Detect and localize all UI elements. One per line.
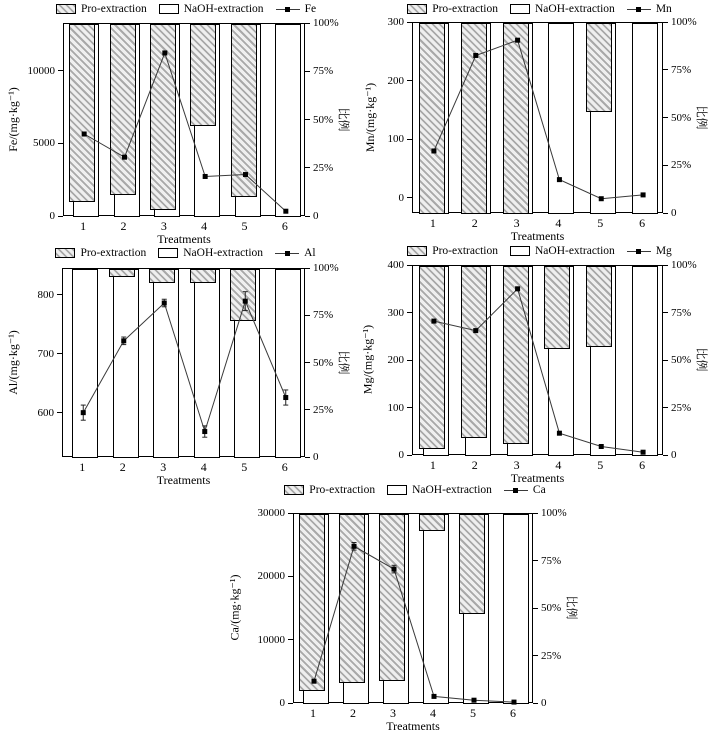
y-tick [407,360,412,361]
y-tick-label: 5000 [33,137,55,150]
x-axis-label: Treatments [156,473,211,487]
y-tick [288,576,293,577]
ratio-point-2 [473,328,478,333]
right-tick-label: 0 [671,449,677,461]
x-tick-label-4: 4 [555,458,562,472]
plot-area-mg [412,265,663,455]
ratio-point-1 [431,148,436,153]
pro-extraction-swatch-icon [407,4,427,14]
legend-item-pro-extraction [55,247,146,259]
right-tick-label: 75% [541,554,562,567]
ratio-line-marker-icon [275,249,299,258]
y-tick [58,143,63,144]
right-axis-label: 比例 [694,104,709,129]
ratio-point-5 [599,196,604,201]
y-tick [407,22,412,23]
ratio-point-5 [243,172,248,177]
x-tick-label-6: 6 [639,216,646,230]
legend-label-element: Mn [655,3,672,15]
ratio-polyline [83,301,285,431]
ratio-point-4 [557,431,562,436]
ratio-line-al [63,269,306,458]
pro-extraction-swatch-icon [407,246,427,256]
right-tick-label: 25% [541,649,562,662]
ratio-point-3 [392,567,397,572]
pro-extraction-swatch-icon [284,485,304,495]
x-tick-label-1: 1 [429,458,436,472]
right-tick-label: 25% [671,159,692,172]
x-tick-label-3: 3 [390,706,396,720]
legend-label-naoh-extraction: NaOH-extraction [183,3,264,15]
y-tick-label: 0 [49,210,55,222]
right-axis-label: 比例 [336,106,351,131]
pro-extraction-swatch-icon [56,4,76,14]
ratio-line-ca [294,514,534,704]
x-axis-label: Treatments [510,471,565,485]
x-tick-label-1: 1 [310,706,316,720]
x-tick-label-5: 5 [241,460,248,474]
right-tick-label: 100% [671,259,697,271]
y-tick [407,80,412,81]
legend-fe [43,3,329,15]
y-tick-label: 400 [387,259,404,271]
legend-item-pro-extraction [56,3,147,15]
x-tick-label-6: 6 [639,458,646,472]
legend-item-naoh-extraction [159,3,264,15]
ratio-point-3 [515,286,520,291]
legend-item-naoh-extraction [510,245,615,257]
chart-mn [352,0,709,243]
ratio-point-5 [472,698,477,703]
legend-label-naoh-extraction: NaOH-extraction [183,247,264,259]
x-tick-label-2: 2 [471,458,478,472]
y-axis-label: Ca/(mg·kg⁻¹) [227,574,242,641]
legend-item-pro-extraction [407,245,498,257]
legend-item-pro-extraction [407,3,498,15]
y-tick-label: 800 [37,288,54,301]
y-tick-label: 700 [37,347,54,360]
plot-area-mn [412,22,663,213]
plot-area-al [62,268,305,457]
x-tick-label-2: 2 [119,460,126,474]
y-tick [407,312,412,313]
y-tick [407,139,412,140]
ratio-point-1 [81,410,86,415]
x-tick-label-4: 4 [430,706,436,720]
legend-item-ratio-line [275,247,316,259]
legend-al [42,247,329,259]
ratio-polyline [434,40,643,199]
ratio-point-1 [312,679,317,684]
right-tick-label: 75% [313,65,334,78]
ratio-line-marker-icon [276,5,300,14]
x-tick-label-3: 3 [160,219,167,233]
legend-label-naoh-extraction: NaOH-extraction [534,3,615,15]
y-tick-label: 10000 [257,633,285,646]
legend-mn [392,3,687,15]
y-axis-label: Mg/(mg·kg⁻¹) [360,324,375,395]
legend-item-ratio-line [276,3,317,15]
legend-mg [392,245,687,257]
ratio-point-3 [515,38,520,43]
ratio-point-2 [473,53,478,58]
right-tick-label: 50% [313,356,334,369]
legend-ca [273,484,557,496]
y-tick [288,703,293,704]
y-tick-label: 300 [387,16,404,28]
plot-area-fe [63,23,305,216]
legend-item-ratio-line [504,484,546,496]
legend-item-naoh-extraction [387,484,492,496]
x-tick-label-2: 2 [350,706,356,720]
ratio-polyline [434,289,643,452]
right-tick-label: 100% [671,16,697,28]
right-tick-label: 0 [313,210,319,222]
x-tick-label-5: 5 [470,706,476,720]
ratio-point-1 [431,319,436,324]
y-tick-label: 30000 [257,507,285,519]
naoh-extraction-swatch-icon [159,4,179,14]
legend-item-naoh-extraction [510,3,615,15]
legend-label-pro-extraction: Pro-extraction [80,247,147,259]
right-tick-label: 50% [541,602,562,614]
legend-item-pro-extraction [284,484,375,496]
right-tick-label: 75% [671,63,692,76]
y-tick [57,294,62,295]
x-tick-label-6: 6 [281,219,288,233]
ratio-point-6 [641,450,646,455]
ratio-line-marker-icon [627,5,651,14]
plot-area-ca [293,513,533,703]
y-tick [58,70,63,71]
naoh-extraction-swatch-icon [510,246,530,256]
y-tick-label: 20000 [257,570,285,583]
y-axis-label: Al/(mg·kg⁻¹) [5,329,20,395]
ratio-line-marker-icon [504,486,528,495]
x-tick-label-6: 6 [510,706,516,720]
x-tick-label-3: 3 [160,460,167,474]
legend-item-ratio-line [627,245,672,257]
y-tick-label: 600 [37,406,54,419]
legend-item-ratio-line [627,3,672,15]
legend-label-element: Mg [655,245,672,257]
ratio-point-6 [641,192,646,197]
y-tick-label: 100 [387,401,404,414]
y-tick [407,455,412,456]
legend-label-naoh-extraction: NaOH-extraction [534,245,615,257]
y-tick [288,513,293,514]
x-tick-label-1: 1 [80,219,87,233]
right-tick-label: 25% [671,401,692,414]
y-tick-label: 300 [387,306,404,319]
right-tick-label: 75% [671,306,692,319]
x-tick-label-5: 5 [597,216,604,230]
ratio-point-2 [122,155,127,160]
right-tick-label: 0 [313,451,319,463]
x-tick-label-2: 2 [471,216,478,230]
naoh-extraction-swatch-icon [387,485,407,495]
y-tick [407,407,412,408]
x-tick-label-4: 4 [201,219,208,233]
legend-label-naoh-extraction: NaOH-extraction [412,484,492,496]
y-tick [58,216,63,217]
ratio-point-5 [243,299,248,304]
ratio-point-1 [82,132,87,137]
y-tick [57,412,62,413]
y-tick-label: 10000 [27,64,55,77]
ratio-line-mg [413,266,664,456]
x-tick-label-3: 3 [513,216,520,230]
naoh-extraction-swatch-icon [158,248,178,258]
right-axis-label: 比例 [564,595,579,620]
ratio-line-mn [413,23,664,214]
right-tick-label: 100% [541,507,567,519]
legend-label-element: Ca [532,484,546,496]
y-tick-label: 0 [279,697,285,709]
right-axis-label: 比例 [336,349,351,374]
ratio-line-fe [64,24,306,217]
right-tick-label: 100% [313,17,339,29]
legend-label-element: Fe [304,3,317,15]
legend-label-pro-extraction: Pro-extraction [309,484,376,496]
ratio-point-4 [432,694,437,699]
x-tick-label-2: 2 [120,219,127,233]
right-tick-label: 75% [313,309,334,322]
ratio-point-6 [283,395,288,400]
x-axis-label: Treatments [157,232,211,246]
legend-label-pro-extraction: Pro-extraction [432,245,498,257]
x-axis-label: Treatments [386,719,440,733]
pro-extraction-swatch-icon [55,248,75,258]
right-tick-label: 50% [671,111,692,124]
y-tick-label: 200 [387,354,404,366]
ratio-point-4 [557,177,562,182]
x-tick-label-6: 6 [281,460,288,474]
ratio-line-marker-icon [627,247,651,256]
chart-ca [175,480,605,736]
right-tick-label: 25% [313,403,334,416]
legend-label-pro-extraction: Pro-extraction [432,3,498,15]
x-tick-label-3: 3 [513,458,520,472]
y-tick [57,353,62,354]
x-tick-label-1: 1 [79,460,86,474]
chart-mg [352,240,709,490]
ratio-point-2 [121,338,126,343]
right-tick-label: 0 [671,207,677,219]
right-tick-label: 50% [313,113,334,126]
right-tick-label: 25% [313,161,334,174]
x-tick-label-4: 4 [555,216,562,230]
x-tick-label-1: 1 [429,216,436,230]
ratio-point-4 [202,429,207,434]
ratio-point-6 [512,700,517,705]
ratio-polyline [314,546,514,702]
y-tick [407,197,412,198]
right-tick-label: 0 [541,697,547,709]
y-tick-label: 0 [398,449,404,461]
legend-label-element: Al [304,247,316,259]
y-tick [407,265,412,266]
ratio-polyline [84,53,286,211]
y-axis-label: Fe/(mg·kg⁻¹) [5,86,20,152]
y-tick-label: 200 [387,74,404,87]
ratio-point-5 [599,444,604,449]
right-tick-label: 100% [313,262,339,274]
x-tick-label-5: 5 [241,219,248,233]
ratio-point-2 [352,544,357,549]
x-tick-label-4: 4 [200,460,207,474]
y-axis-label: Mn/(mg·kg⁻¹) [362,82,377,152]
right-tick-label: 50% [671,354,692,366]
x-axis-label: Treatments [510,229,565,243]
legend-item-naoh-extraction [158,247,263,259]
ratio-point-4 [203,174,208,179]
y-tick [288,639,293,640]
chart-al [0,240,354,490]
ratio-point-3 [162,301,167,306]
ratio-point-3 [162,50,167,55]
chart-fe [0,0,354,246]
right-axis-label: 比例 [694,347,709,372]
legend-label-pro-extraction: Pro-extraction [80,3,147,15]
naoh-extraction-swatch-icon [510,4,530,14]
x-tick-label-5: 5 [597,458,604,472]
y-tick-label: 100 [387,133,404,146]
y-tick-label: 0 [398,191,404,204]
ratio-point-6 [283,209,288,214]
